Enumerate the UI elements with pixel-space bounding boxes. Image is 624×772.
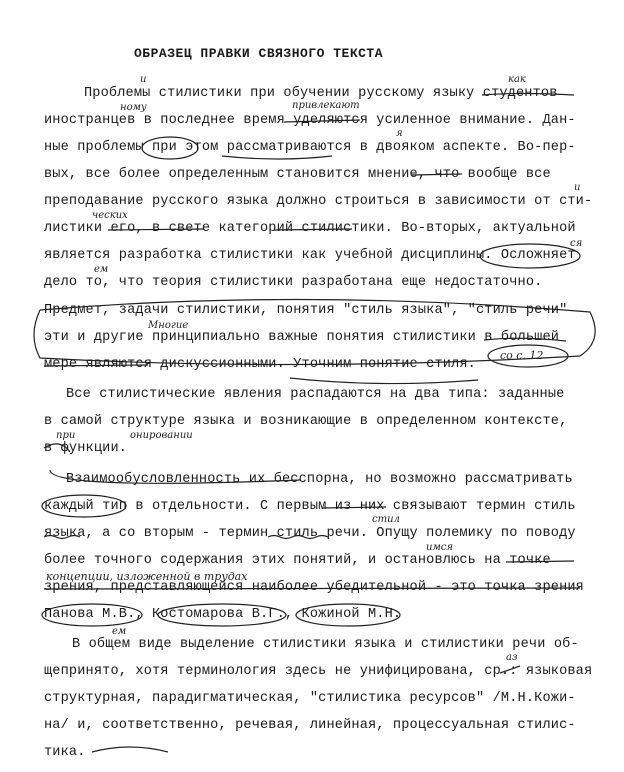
text-line: на/ и, соответственно, речевая, линейная, процессуальная стилис- (44, 718, 576, 733)
text-line: более точного содержания этих понятий, и остановлюсь на точке (44, 553, 551, 568)
handwritten-annotation: имся (426, 542, 453, 553)
text-line: каждый тип в отдельности. С первым из них связывают термин стиль (44, 499, 576, 514)
document-title: ОБРАЗЕЦ ПРАВКИ СВЯЗНОГО ТЕКСТА (134, 46, 384, 61)
handwritten-annotation: ем (112, 626, 127, 637)
text-line: структурная, парадигматическая, "стилистика ресурсов" /М.Н.Кожи- (44, 691, 576, 706)
handwritten-annotation: стил (372, 514, 400, 525)
text-line: ные проблемы при этом рассматриваются в двояком аспекте. Во-пер- (44, 140, 576, 155)
text-line: В общем виде выделение стилистики языка и стилистики речи об- (72, 637, 579, 652)
handwritten-annotation: и (574, 182, 581, 193)
handwritten-annotation: ческих (92, 210, 128, 221)
handwritten-annotation: аз (506, 652, 518, 663)
handwritten-annotation: Многие (148, 320, 189, 331)
handwritten-annotation: концепции, изложенной в трудах (46, 570, 248, 583)
text-line: в самой структуре языка и возникающие в определенном контексте, (44, 414, 568, 429)
handwritten-annotation: ся (570, 238, 583, 249)
handwritten-annotation: ному (120, 102, 147, 113)
text-line: листики его, в свете категорий стилистики. Во-вторых, актуальной (44, 221, 576, 236)
text-line: эти и другие принципиально важные понятия стилистики в большей (44, 330, 560, 345)
text-line: Все стилистические явления распадаются на два типа: заданные (66, 387, 565, 402)
handwritten-annotation: ем (94, 264, 109, 275)
text-line: щепринято, хотя терминология здесь не унифицирована, ср.: языковая (44, 664, 593, 679)
text-line: Взаимообусловленность их бесспорна, но возможно рассматривать (66, 472, 573, 487)
handwritten-annotation: со с. 12 (500, 349, 544, 362)
text-line: иностранцев в последнее время уделяются усиленное внимание. Дан- (44, 113, 576, 128)
text-line: дело то, что теория стилистики разработана еще недостаточно. (44, 275, 543, 290)
text-line: в функции. (44, 441, 128, 456)
handwritten-annotation: привлекают (292, 100, 360, 111)
text-line: языка, а со вторым - термин стиль речи. Опущу полемику по поводу (44, 526, 576, 541)
text-line: Предмет, задачи стилистики, понятия "стиль языка", "стиль речи" (44, 303, 568, 318)
handwritten-annotation: я (396, 128, 403, 139)
text-line: преподавание русского языка должно строиться в зависимости от сти- (44, 194, 593, 209)
text-line: Проблемы стилистики при обучении русскому языку студентов (84, 86, 558, 101)
text-line: Панова М.В., Костомарова В.Г., Кожиной М.Н. (44, 607, 402, 622)
text-line: мере являются дискуссионными. Уточним понятие стиля. (44, 357, 476, 372)
handwritten-annotation: как (508, 74, 526, 85)
text-line: вых, все более определенным становится мнение, что вообще все (44, 167, 551, 182)
handwritten-annotation: и (140, 74, 147, 85)
text-line: зрения, представляющейся наиболее убедительной - это точка зрения (44, 580, 584, 595)
text-line: тика. (44, 745, 86, 760)
handwritten-annotation: онировании (130, 430, 193, 441)
text-line: является разработка стилистики как учебной дисциплины. Осложняет (44, 248, 576, 263)
handwritten-annotation: при (56, 430, 76, 441)
